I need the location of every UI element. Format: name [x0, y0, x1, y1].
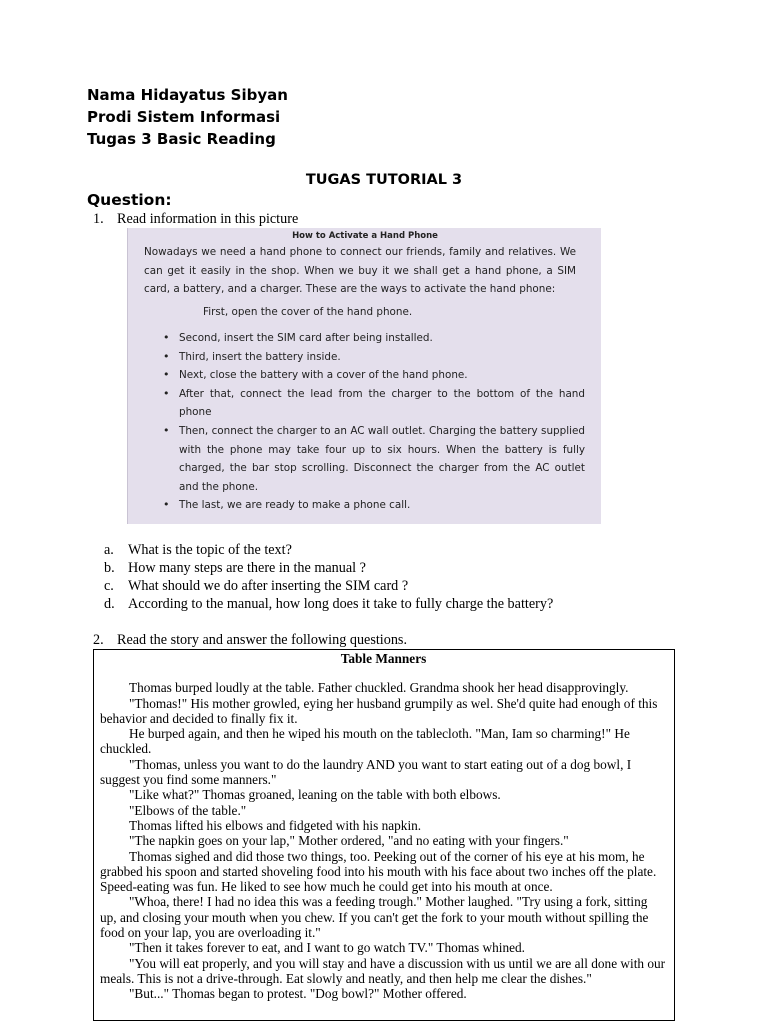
- q2-prompt: Read the story and answer the following questions.: [117, 632, 407, 648]
- picture-step: • Third, insert the battery inside.: [179, 348, 585, 367]
- story-paragraph: He burped again, and then he wiped his mouth on the tablecloth. "Man, Iam so charming!" He chuckled.: [100, 726, 630, 757]
- picture-first-step: First, open the cover of the hand phone.: [203, 306, 413, 318]
- story-paragraph: "But..." Thomas began to protest. "Dog bowl?" Mother offered.: [129, 986, 467, 1002]
- story-paragraph: Thomas sighed and did those two things, too. Peeking out of the corner of his eye at his mom, he grabbed his spoon and started shoveling food into his mouth with his face about two inches off the plate. Speed-eating was fun. He liked to see how much he could get into his mouth at once.: [100, 848, 657, 895]
- study-program-line: Prodi Sistem Informasi: [87, 108, 281, 126]
- story-paragraph: "Like what?" Thomas groaned, leaning on the table with both elbows.: [129, 787, 501, 803]
- q1-subquestion-c: c. What should we do after inserting the SIM card ?: [104, 578, 409, 594]
- student-name-line: Nama Hidayatus Sibyan: [87, 86, 288, 104]
- document-title: TUGAS TUTORIAL 3: [305, 172, 463, 188]
- story-paragraph: "Whoa, there! I had no idea this was a feeding trough." Mother laughed. "Try using a fork, sitting up, and closing your mouth when you chew. If you can't get the fork to your mouth without spilling the food on your lap, you are overloading it.": [100, 894, 649, 941]
- q1-number: 1.: [93, 211, 104, 227]
- assignment-line: Tugas 3 Basic Reading: [87, 130, 276, 148]
- story-paragraph: "Thomas!" His mother growled, eying her husband grumpily as wel. She'd quite had enough of this behavior and decided to finally fix it.: [100, 695, 658, 726]
- picture-title: How to Activate a Hand Phone: [292, 231, 438, 241]
- story-title: Table Manners: [340, 651, 427, 666]
- story-paragraph: "Then it takes forever to eat, and I want to go watch TV." Thomas whined.: [129, 940, 525, 956]
- picture-step: • Next, close the battery with a cover of the hand phone.: [179, 366, 585, 385]
- picture-step: • Then, connect the charger to an AC wall outlet. Charging the battery supplied with the phone may take four up to six hours. When the battery is fully charged, the bar stop scrolling. Disconnect the charger from the AC outlet and the phone.: [179, 422, 585, 496]
- q1-subquestion-a: a. What is the topic of the text?: [104, 542, 292, 558]
- q2-number: 2.: [93, 632, 104, 648]
- picture-intro: Nowadays we need a hand phone to connect our friends, family and relatives. We can get it easily in the shop. When we buy it we shall get a hand phone, a SIM card, a battery, and a charger. These are the ways to activate the hand phone:: [144, 246, 576, 296]
- q1-prompt: Read information in this picture: [117, 211, 299, 227]
- story-paragraph: "Elbows of the table.": [129, 802, 247, 818]
- hand-phone-manual-picture: [127, 228, 601, 524]
- story-paragraph: "Thomas, unless you want to do the laundry AND you want to start eating out of a dog bowl, I suggest you find some manners.": [100, 756, 632, 788]
- story-paragraph: Thomas burped loudly at the table. Father chuckled. Grandma shook her head disapprovingly.: [129, 680, 629, 696]
- picture-step: • Second, insert the SIM card after being installed.: [179, 329, 585, 348]
- story-paragraph: Thomas lifted his elbows and fidgeted with his napkin.: [129, 817, 422, 833]
- story-paragraph: "The napkin goes on your lap," Mother ordered, "and no eating with your fingers.": [129, 833, 569, 849]
- q1-subquestion-d: d. According to the manual, how long does it take to fully charge the battery?: [104, 596, 554, 612]
- story-box: [93, 649, 675, 1021]
- story-paragraph: "You will eat properly, and you will stay and have a discussion with us until we are all done with our meals. This is not a drive-through. Eat slowly and neatly, and then help me clear the dishes.": [100, 955, 666, 986]
- q1-subquestion-b: b. How many steps are there in the manual ?: [104, 560, 366, 576]
- picture-step: • The last, we are ready to make a phone call.: [179, 496, 585, 515]
- question-label: Question:: [87, 191, 172, 209]
- picture-steps-list: [164, 329, 585, 515]
- picture-step: • After that, connect the lead from the charger to the bottom of the hand phone: [179, 385, 585, 422]
